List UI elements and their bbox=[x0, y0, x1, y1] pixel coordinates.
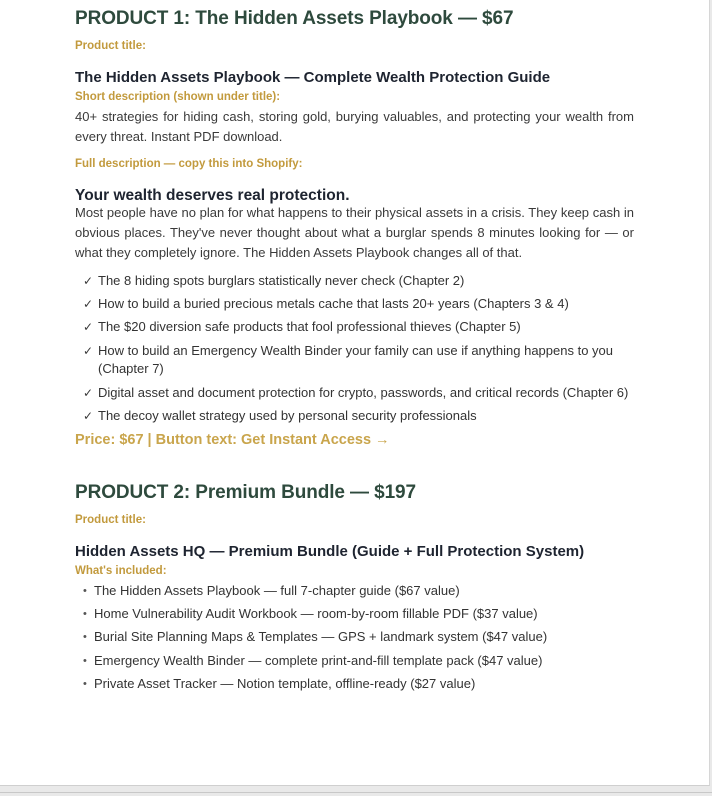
included-item-text: The Hidden Assets Playbook — full 7-chapter guide ($67 value) bbox=[94, 583, 460, 598]
full-description-body: Most people have no plan for what happens to their physical assets in a crisis. They keep cash in obvious places. They've never thought about what a burglar spends 8 minutes looking for — or what they completely ignore. The Hidden Assets Playbook changes all of that. bbox=[75, 205, 634, 260]
check-icon: ✓ bbox=[83, 297, 94, 311]
included-items-list bbox=[75, 582, 635, 693]
included-item-text: Home Vulnerability Audit Workbook — room-by-room fillable PDF ($37 value) bbox=[94, 606, 538, 621]
list-item bbox=[75, 342, 635, 378]
page-bottom-divider bbox=[0, 792, 712, 793]
product-2-heading: PRODUCT 2: Premium Bundle — $197 bbox=[75, 482, 416, 503]
feature-text: The 8 hiding spots burglars statistically never check (Chapter 2) bbox=[98, 273, 465, 288]
product-2-title-label: Product title: bbox=[75, 514, 146, 526]
included-item-text: Private Asset Tracker — Notion template, offline-ready ($27 value) bbox=[94, 676, 476, 691]
list-item bbox=[75, 675, 635, 693]
list-item bbox=[75, 652, 635, 670]
feature-text: How to build an Emergency Wealth Binder your family can use if anything happens to you (Chapter 7) bbox=[98, 343, 613, 376]
short-description: 40+ strategies for hiding cash, storing gold, burying valuables, and protecting your wealth from every threat. Instant PDF download. bbox=[75, 109, 634, 144]
check-icon: ✓ bbox=[83, 344, 94, 358]
feature-text: The $20 diversion safe products that fool professional thieves (Chapter 5) bbox=[98, 319, 521, 334]
bullet-icon: • bbox=[83, 608, 87, 620]
list-item bbox=[75, 384, 635, 402]
included-item-text: Burial Site Planning Maps & Templates — GPS + landmark system ($47 value) bbox=[94, 629, 548, 644]
feature-checklist bbox=[75, 272, 635, 425]
check-icon: ✓ bbox=[83, 320, 94, 334]
list-item bbox=[75, 628, 635, 646]
feature-text: How to build a buried precious metals cache that lasts 20+ years (Chapters 3 & 4) bbox=[98, 296, 569, 311]
price-line: Price: $67 | Button text: Get Instant Access → bbox=[75, 432, 390, 448]
list-item bbox=[75, 272, 635, 290]
list-item bbox=[75, 407, 635, 425]
bullet-icon: • bbox=[83, 655, 87, 667]
full-description-heading: Your wealth deserves real protection. bbox=[75, 187, 350, 204]
bullet-icon: • bbox=[83, 678, 87, 690]
check-icon: ✓ bbox=[83, 274, 94, 288]
feature-text: The decoy wallet strategy used by personal security professionals bbox=[98, 408, 477, 423]
product-2-title: Hidden Assets HQ — Premium Bundle (Guide + Full Protection System) bbox=[75, 543, 585, 560]
feature-text: Digital asset and document protection for crypto, passwords, and critical records (Chapter 6) bbox=[98, 385, 629, 400]
check-icon: ✓ bbox=[83, 386, 94, 400]
list-item bbox=[75, 605, 635, 623]
product-1-heading: PRODUCT 1: The Hidden Assets Playbook — $67 bbox=[75, 8, 514, 29]
short-description-label: Short description (shown under title): bbox=[75, 91, 281, 103]
product-1-title: The Hidden Assets Playbook — Complete Wealth Protection Guide bbox=[75, 69, 551, 86]
list-item bbox=[75, 582, 635, 600]
product-1-title-label: Product title: bbox=[75, 40, 146, 52]
bullet-icon: • bbox=[83, 585, 87, 597]
full-description-label: Full description — copy this into Shopify: bbox=[75, 158, 303, 170]
bullet-icon: • bbox=[83, 631, 87, 643]
list-item bbox=[75, 318, 635, 336]
whats-included-label: What's included: bbox=[75, 565, 167, 577]
included-item-text: Emergency Wealth Binder — complete print-and-fill template pack ($47 value) bbox=[94, 653, 543, 668]
list-item bbox=[75, 295, 635, 313]
check-icon: ✓ bbox=[83, 409, 94, 423]
